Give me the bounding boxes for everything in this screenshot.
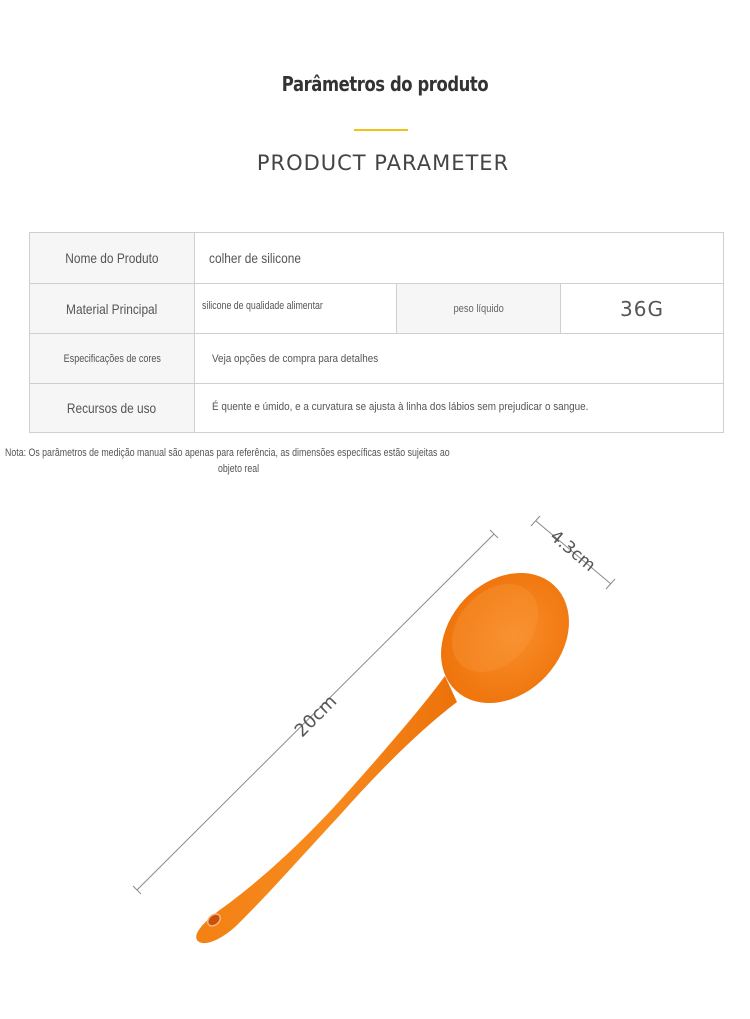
colors-value-cell [195, 334, 723, 383]
weight-label: peso líquido [453, 302, 504, 315]
features-value: É quente e úmido, e a curvatura se ajusta à linha dos lábios sem prejudicar o sangue. [212, 401, 589, 413]
table-row-features [30, 384, 723, 432]
spoon-image [196, 547, 595, 943]
weight-value-cell [561, 284, 723, 333]
colors-label-cell [30, 334, 195, 383]
material-value-cell [195, 284, 397, 333]
name-value-cell [195, 233, 723, 283]
table-row-colors [30, 334, 723, 384]
table-row-material [30, 284, 723, 334]
title-accent-divider [354, 129, 408, 131]
colors-value: Veja opções de compra para detalhes [212, 352, 379, 365]
material-label-cell [30, 284, 195, 333]
spoon-dimension-diagram [0, 490, 750, 1019]
colors-label: Especificações de cores [63, 352, 161, 365]
features-value-cell [195, 384, 723, 432]
name-label: Nome do Produto [65, 250, 159, 266]
features-label-cell [30, 384, 195, 432]
name-label-cell [30, 233, 195, 283]
title-portuguese: Parâmetros do produto [281, 72, 489, 96]
name-value: colher de silicone [209, 250, 301, 266]
features-label: Recursos de uso [67, 400, 157, 416]
table-row-name [30, 233, 723, 284]
weight-label-cell [397, 284, 561, 333]
parameter-table [29, 232, 724, 433]
title-english: PRODUCT PARAMETER [256, 151, 510, 175]
weight-value: 36G [620, 296, 664, 321]
note-line-2: objeto real [218, 463, 260, 475]
width-label: 4.3cm [545, 526, 600, 576]
note-line-1: Nota: Os parâmetros de medição manual são apenas para referência, as dimensões específicas estão sujeitas ao [5, 447, 450, 459]
length-label: 20cm [290, 691, 342, 742]
material-label: Material Principal [66, 300, 158, 317]
measurement-note [5, 445, 485, 475]
material-value: silicone de qualidade alimentar [202, 300, 323, 312]
